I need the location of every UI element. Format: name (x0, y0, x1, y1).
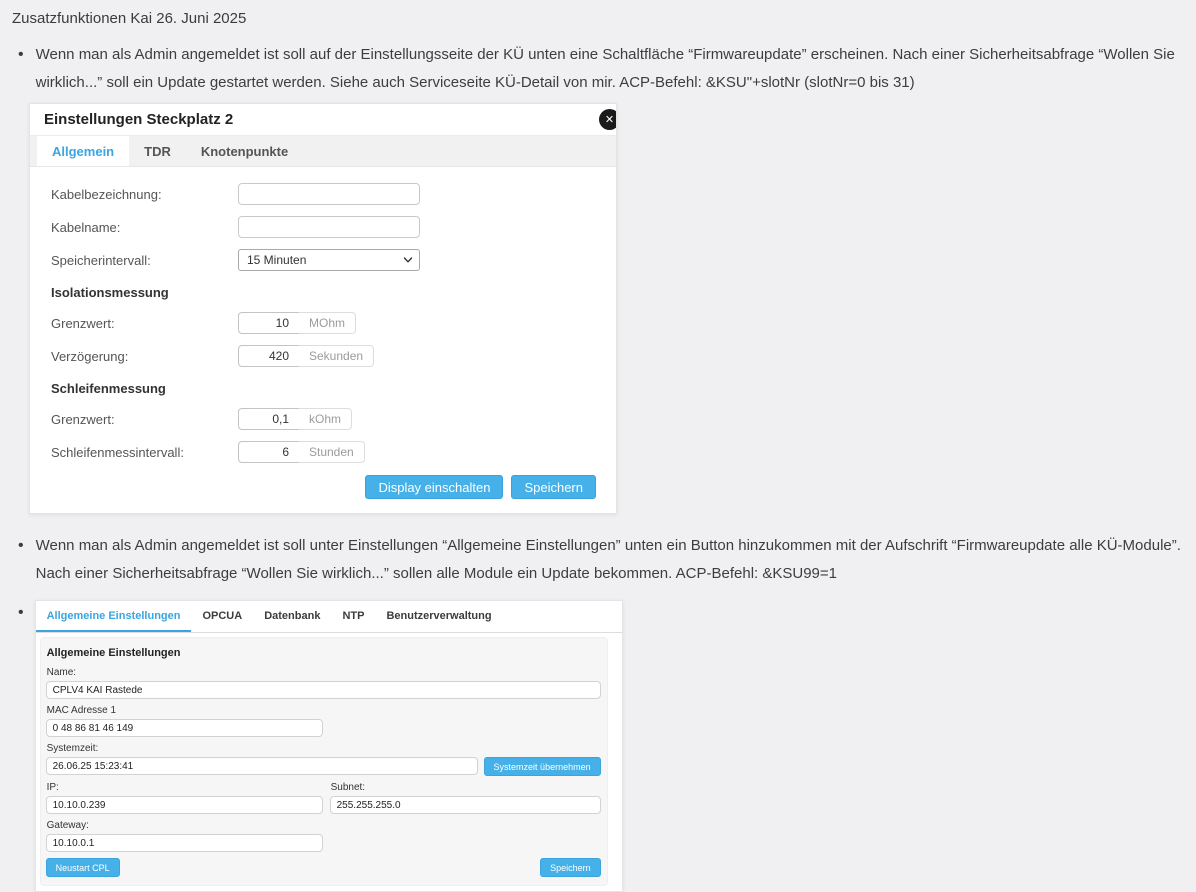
name-label: Name: (46, 667, 77, 678)
ip-column (46, 782, 323, 820)
bullet-text-1: Wenn man als Admin angemeldet ist soll auf der Einstellungsseite der KÜ unten eine Schaltfläche “Firmwareupdate” erscheinen. Nach einer Sicherheitsabfrage “Wollen Sie wirklich...” soll ein Update gestartet werden. Siehe auch Serviceseite KÜ-Detail von mir. ACP-Befehl: &KSU"+slotNr (slotNr=0 bis 31) (35, 46, 1175, 91)
schleifen-grenzwert-unit: kOhm (299, 408, 352, 430)
form-row-speicherintervall (51, 249, 596, 271)
settings-form-panel (40, 637, 608, 886)
dialog-button-row (51, 475, 596, 499)
bullet-marker: • (18, 537, 24, 554)
iso-grenzwert-label: Grenzwert: (51, 315, 115, 331)
gateway-label: Gateway: (46, 820, 89, 831)
form-row-verzoegerung (51, 345, 596, 367)
form-row-kabelname (51, 216, 596, 238)
schleifen-grenzwert-group (238, 408, 352, 430)
mac-adresse-label: MAC Adresse 1 (46, 705, 117, 716)
ip-label: IP: (46, 782, 59, 793)
tab-datenbank[interactable]: Datenbank (264, 609, 321, 622)
systemzeit-label: Systemzeit: (46, 743, 99, 754)
settings-tab-bar (36, 601, 622, 633)
verzoegerung-unit: Sekunden (299, 345, 374, 367)
form-row-kabelbezeichnung (51, 183, 596, 205)
form-row-schleifen-grenzwert (51, 408, 596, 430)
mac-adresse-input[interactable] (46, 719, 323, 737)
systemzeit-uebernehmen-button[interactable]: Systemzeit übernehmen (484, 757, 601, 776)
iso-grenzwert-unit: MOhm (299, 312, 356, 334)
close-icon[interactable]: ✕ (599, 109, 617, 130)
page-title: Zusatzfunktionen Kai 26. Juni 2025 (12, 10, 247, 27)
allgemeine-einstellungen-panel (35, 600, 623, 892)
iso-grenzwert-group (238, 312, 356, 334)
section-schleifenmessung: Schleifenmessung (51, 381, 166, 396)
tab-tdr[interactable]: TDR (144, 143, 171, 159)
schleifenmessintervall-input[interactable] (238, 441, 302, 463)
tab-allgemein[interactable]: Allgemein (37, 136, 129, 166)
schleifen-grenzwert-input[interactable] (238, 408, 302, 430)
bullet-item-2 (12, 532, 1184, 588)
tab-allgemeine-einstellungen[interactable]: Allgemeine Einstellungen (36, 601, 192, 632)
schleifenmessintervall-label: Schleifenmessintervall: (51, 444, 184, 460)
section-isolationsmessung: Isolationsmessung (51, 285, 169, 300)
verzoegerung-input[interactable] (238, 345, 302, 367)
panel-speichern-button[interactable]: Speichern (540, 858, 601, 877)
panel-footer (46, 858, 601, 877)
ip-input[interactable] (46, 796, 323, 814)
chevron-down-icon (403, 255, 413, 265)
tab-benutzerverwaltung[interactable]: Benutzerverwaltung (386, 609, 492, 622)
form-row-schleifenmessintervall (51, 441, 596, 463)
bullet-text-2: Wenn man als Admin angemeldet ist soll unter Einstellungen “Allgemeine Einstellungen” unten ein Button hinzukommen mit der Aufschrift “Firmwareupdate alle KÜ-Module”. Nach einer Sicherheitsabfrage “Wollen Sie wirklich...” sollen alle Module ein Update bekommen. ACP-Befehl: &KSU99=1 (35, 537, 1181, 582)
speichern-button[interactable]: Speichern (511, 475, 596, 499)
bullet-marker: • (18, 604, 24, 621)
verzoegerung-label: Verzögerung: (51, 348, 129, 364)
dialog-header (30, 104, 616, 136)
subnet-label: Subnet: (330, 782, 366, 793)
bullet-item-3 (12, 600, 1184, 892)
schleifenmessintervall-unit: Stunden (299, 441, 365, 463)
speicherintervall-value: 15 Minuten (247, 253, 307, 267)
ip-subnet-row (46, 782, 601, 820)
gateway-input[interactable] (46, 834, 323, 852)
tab-opcua[interactable]: OPCUA (202, 609, 243, 622)
iso-grenzwert-input[interactable] (238, 312, 302, 334)
speicherintervall-label: Speicherintervall: (51, 252, 151, 268)
systemzeit-input[interactable] (46, 757, 478, 775)
dialog-tab-bar (30, 136, 616, 167)
subnet-column (330, 782, 601, 820)
panel-heading: Allgemeine Einstellungen (46, 647, 181, 659)
kabelname-label: Kabelname: (51, 219, 121, 235)
tab-knotenpunkte[interactable]: Knotenpunkte (200, 143, 289, 159)
bullet-item-1 (12, 41, 1184, 97)
schleifen-grenzwert-label: Grenzwert: (51, 411, 115, 427)
display-einschalten-button[interactable]: Display einschalten (365, 475, 503, 499)
neustart-cpl-button[interactable]: Neustart CPL (46, 858, 120, 877)
bullet-marker: • (18, 46, 24, 63)
systemzeit-row (46, 757, 601, 776)
speicherintervall-select[interactable] (238, 249, 420, 271)
subnet-input[interactable] (330, 796, 601, 814)
kabelname-input[interactable] (238, 216, 420, 238)
kabelbezeichnung-input[interactable] (238, 183, 420, 205)
schleifenmessintervall-group (238, 441, 365, 463)
dialog-einstellungen-steckplatz-2 (29, 103, 617, 514)
kabelbezeichnung-label: Kabelbezeichnung: (51, 186, 162, 202)
name-input[interactable] (46, 681, 601, 699)
form-row-iso-grenzwert (51, 312, 596, 334)
tab-ntp[interactable]: NTP (342, 609, 365, 622)
dialog-title: Einstellungen Steckplatz 2 (44, 111, 234, 128)
verzoegerung-group (238, 345, 374, 367)
dialog-body (30, 167, 616, 513)
